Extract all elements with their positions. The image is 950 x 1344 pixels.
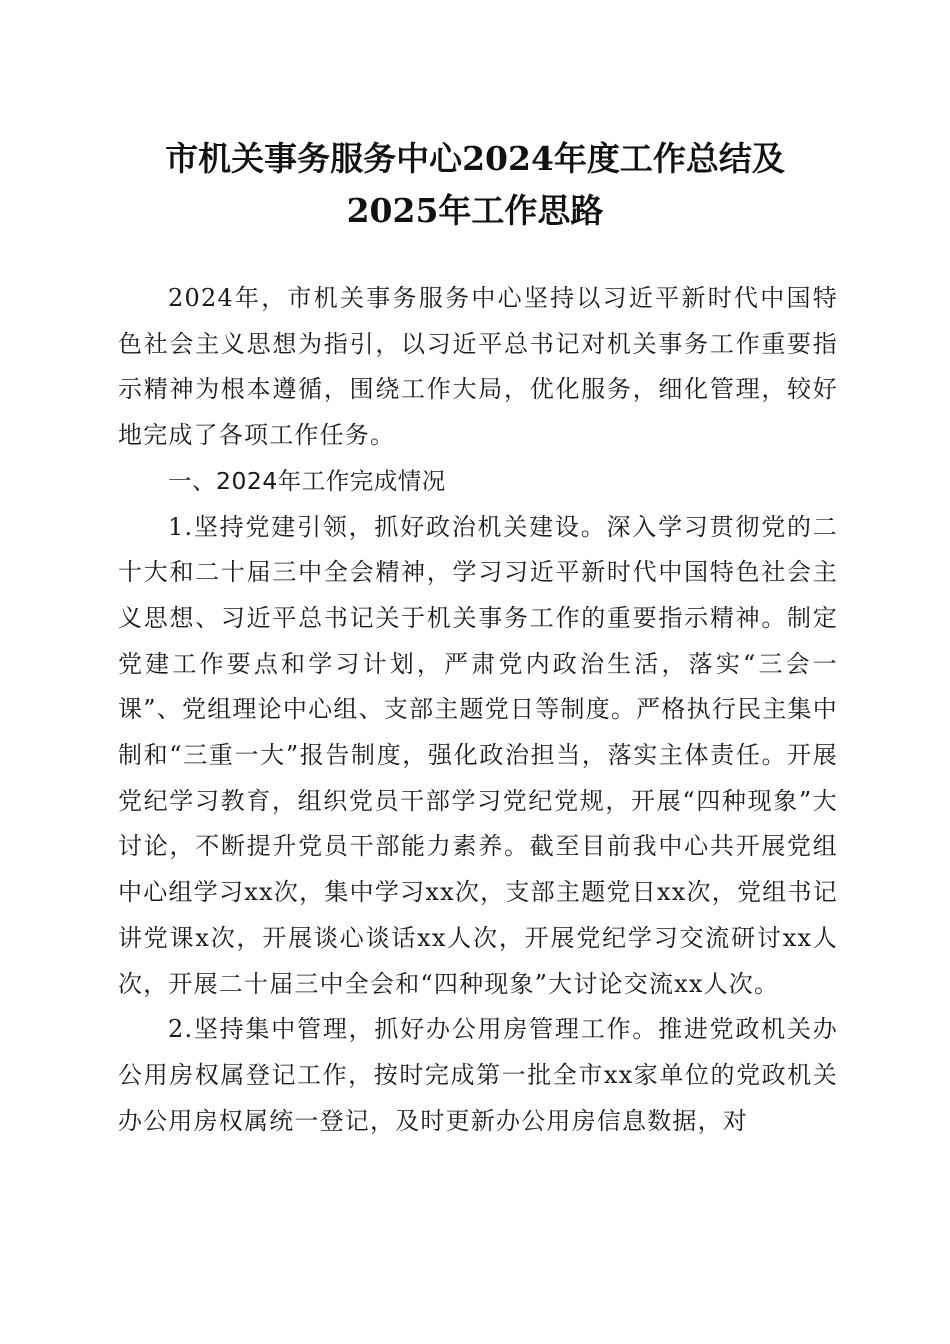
document-body [118,276,838,1144]
item-paragraph-2: 2.坚持集中管理，抓好办公用房管理工作。推进党政机关办公用房权属登记工作，按时完成第一批全市xx家单位的党政机关办公用房权属统一登记，及时更新办公用房信息数据，对 [118,1015,838,1135]
title-line-2: 2025年工作思路 [346,191,604,230]
section-heading-1: 一、2024年工作完成情况 [168,466,446,495]
title-line-1: 市机关事务服务中心2024年度工作总结及 [165,139,785,178]
intro-paragraph: 2024年，市机关事务服务中心坚持以习近平新时代中国特色社会主义思想为指引，以习近平总书记对机关事务工作重要指示精神为根本遵循，围绕工作大局，优化服务，细化管理，较好地完成了各项工作任务。 [118,284,838,450]
document-title [100,133,850,237]
item-paragraph-1: 1.坚持党建引领，抓好政治机关建设。深入学习贯彻党的二十大和二十届三中全会精神，学习习近平新时代中国特色社会主义思想、习近平总书记关于机关事务工作的重要指示精神。制定党建工作要点和学习计划，严肃党内政治生活，落实“三会一课”、党组理论中心组、支部主题党日等制度。严格执行民主集中制和“三重一大”报告制度，强化政治担当，落实主体责任。开展党纪学习教育，组织党员干部学习党纪党规，开展“四种现象”大讨论，不断提升党员干部能力素养。截至目前我中心共开展党组中心组学习xx次，集中学习xx次，支部主题党日xx次，党组书记讲党课x次，开展谈心谈话xx人次，开展党纪学习交流研讨xx人次，开展二十届三中全会和“四种现象”大讨论交流xx人次。 [118,512,838,998]
